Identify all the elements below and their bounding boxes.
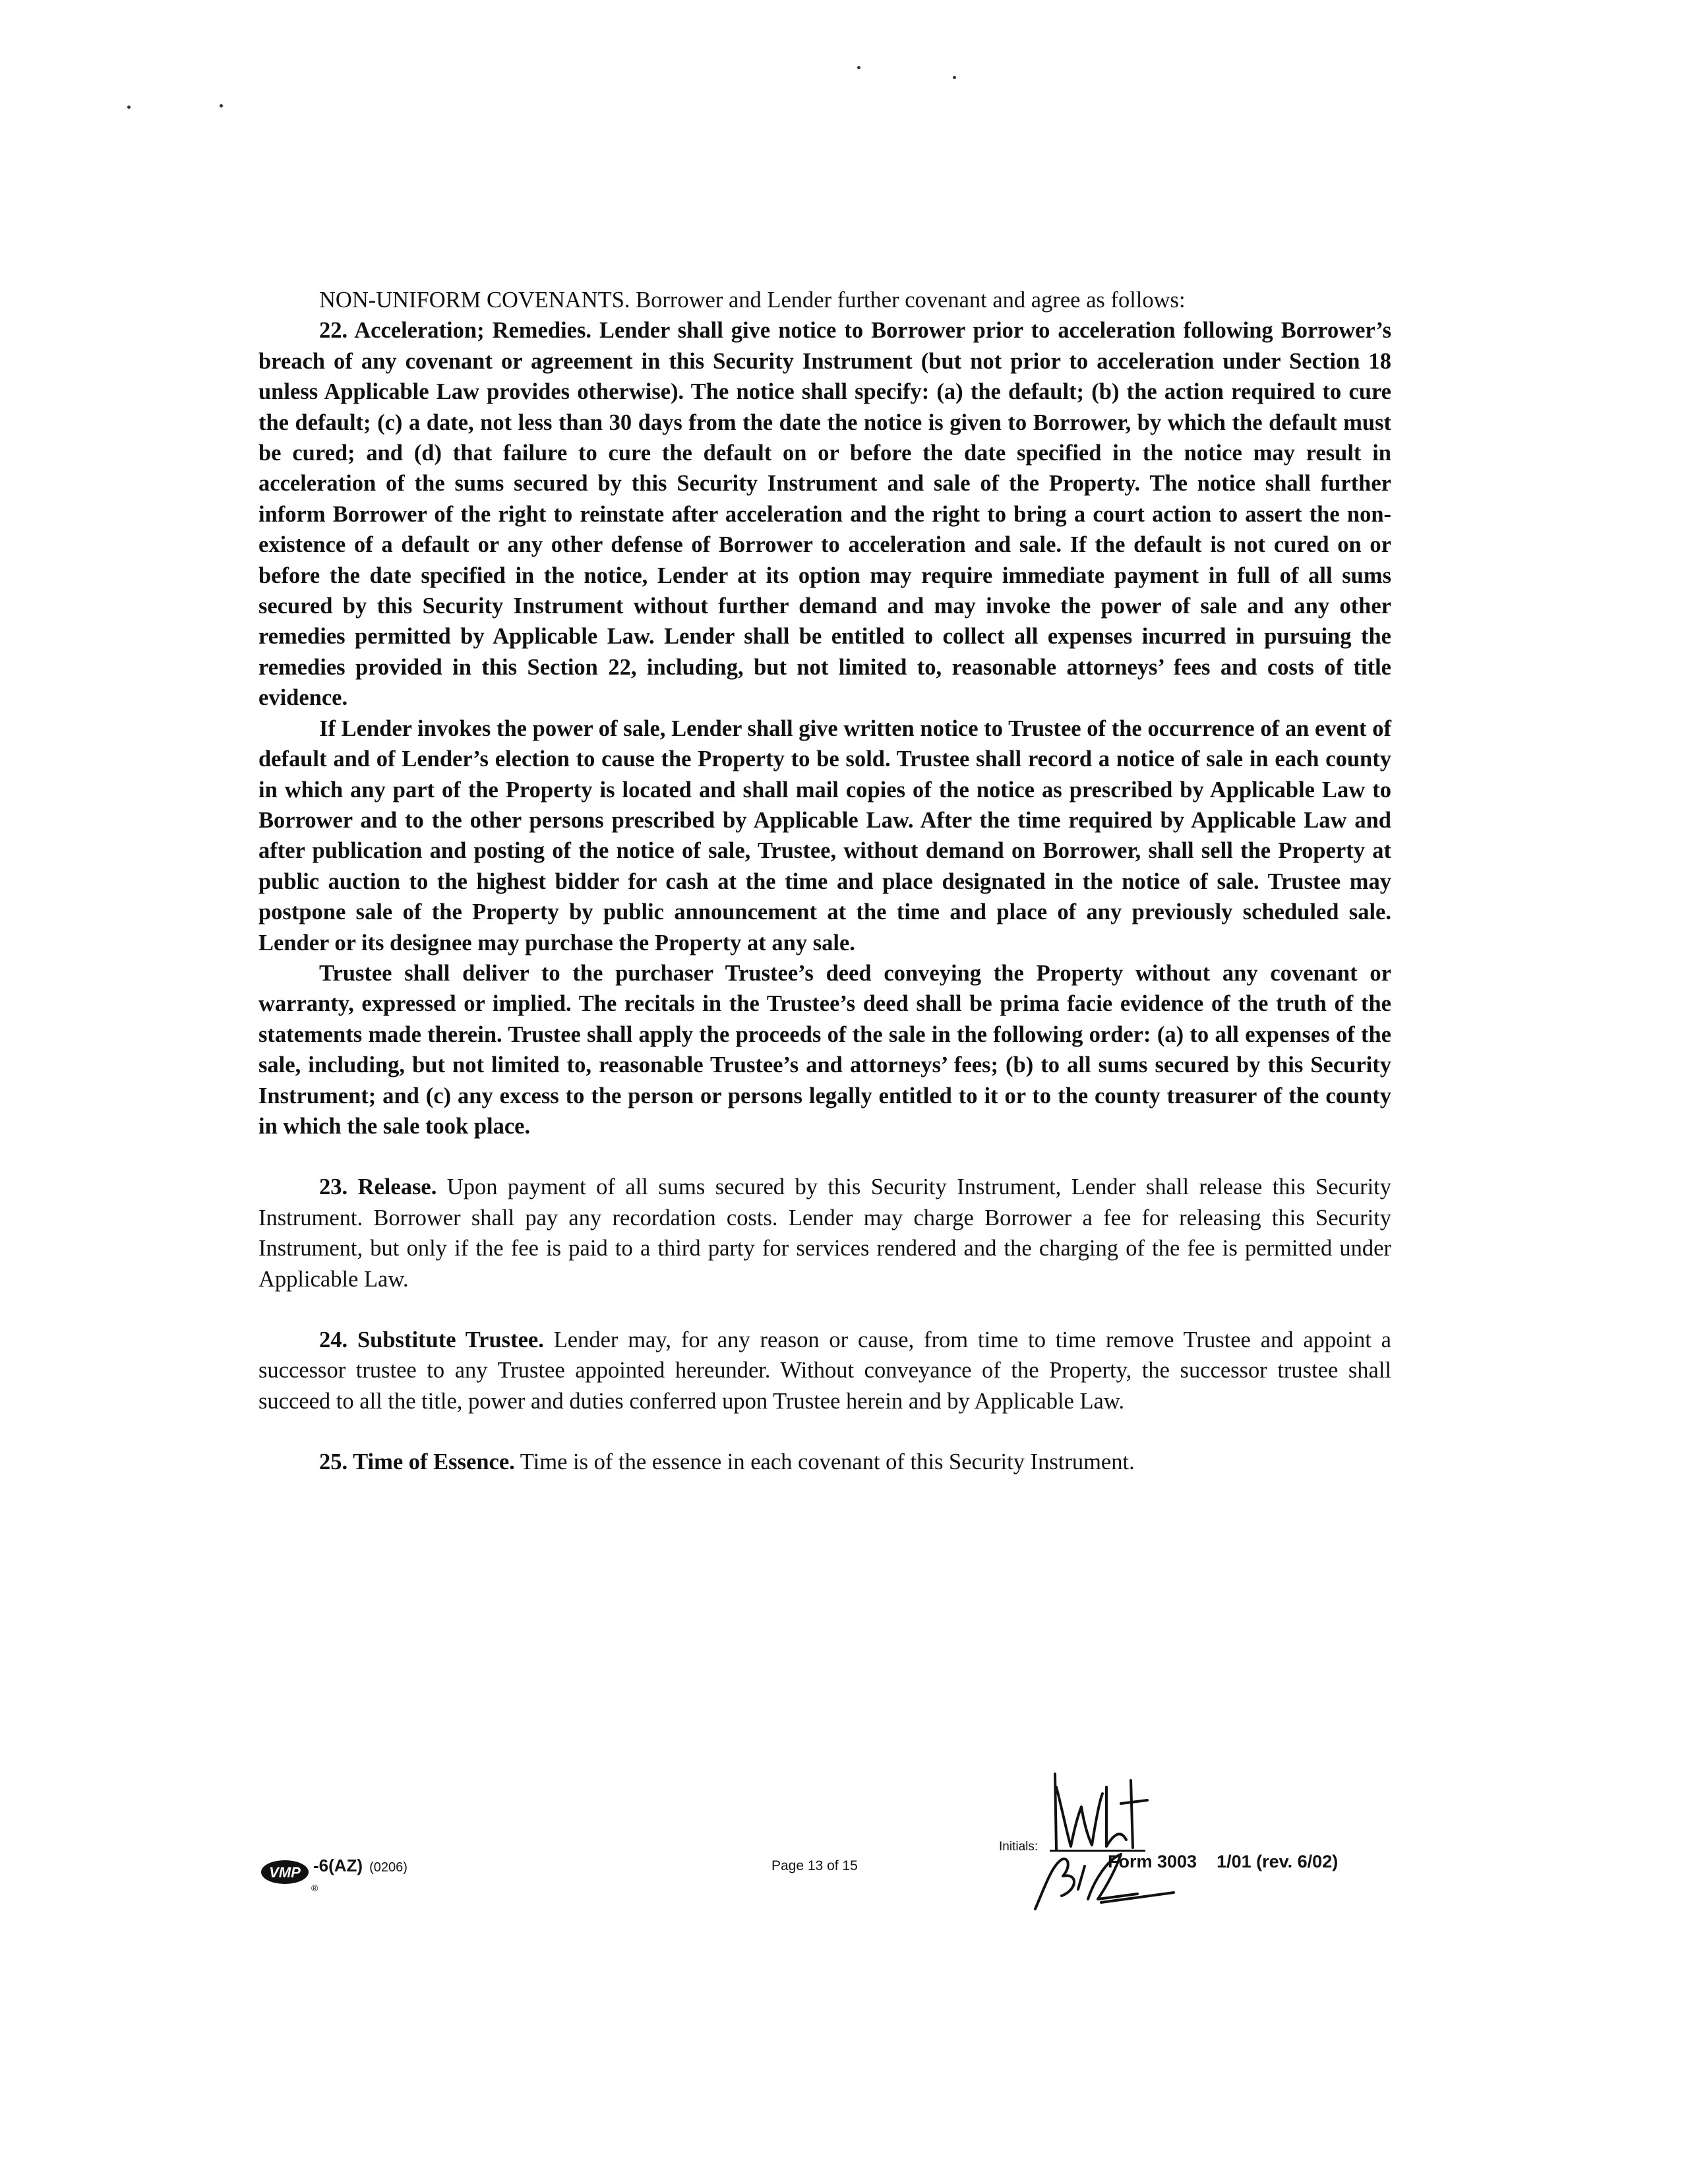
section-23-text: Upon payment of all sums secured by this Security Instrument, Lender shall release this Security Instrument. Borrower shall pay any recordation costs. Lender may charge Borrower a fee for releasing this Security Instrument, but only if the fee is paid to a third party for services rendered and the charging of the fee is permitted under Applicable Law. bbox=[258, 1174, 1392, 1292]
section-22-text-2: If Lender invokes the power of sale, Lender shall give written notice to Trustee of the occurrence of an event of default and of Lender’s election to cause the Property to be sold. Trustee shall record a notice of sale in each county in which any part of the Property is located and shall mail copies of the notice as prescribed by Applicable Law to Borrower and to the other persons prescribed by Applicable Law. After the time required by Applicable Law and after publication and posting of the notice of sale, Trustee, without demand on Borrower, shall sell the Property at public auction to the highest bidder for cash at the time and place designated in the notice of sale. Trustee may postpone sale of the Property by public announcement at the time and place of any previously scheduled sale. Lender or its designee may purchase the Property at any sale. bbox=[258, 715, 1391, 956]
section-22-text-1: Lender shall give notice to Borrower prior to acceleration following Borrower’s breach of any covenant or agreement in this Security Instrument (but not prior to acceleration under Section 18 unless Applicable Law provides otherwise). The notice shall specify: (a) the default; (b) the action required to cure the default; (c) a date, not less than 30 days from the date the notice is given to Borrower, by which the default must be cured; and (d) that failure to cure the default on or before the date specified in the notice may result in acceleration of the sums secured by this Security Instrument and sale of the Property. The notice shall further inform Borrower of the right to reinstate after acceleration and the right to bring a court action to assert the non-existence of a default or any other defense of Borrower to acceleration and sale. If the default is not cured on or before the date specified in the notice, Lender at its option may require immediate payment in full of all sums secured by this Security Instrument without further demand and may invoke the power of sale and any other remedies permitted by Applicable Law. Lender shall be entitled to collect all expenses incurred in pursuing the remedies provided in this Section 22, including, but not limited to, reasonable attorneys’ fees and costs of title evidence. bbox=[258, 318, 1392, 711]
initials-label: Initials: bbox=[999, 1840, 1039, 1854]
form-code-small: (0206) bbox=[369, 1860, 407, 1875]
paragraph-gap bbox=[258, 1294, 1391, 1325]
section-24-text: Lender may, for any reason or cause, from time to time remove Trustee and appoint a successor trustee to any Trustee appointed hereunder. Without conveyance of the Property, the successor trustee shall succeed to all the title, power and duties conferred upon Trustee herein and by Applicable Law. bbox=[258, 1327, 1391, 1414]
section-22-heading: 22. Acceleration; Remedies. bbox=[319, 318, 591, 344]
form-code bbox=[313, 1856, 407, 1876]
paragraph-gap bbox=[258, 1416, 1391, 1447]
section-22-paragraph-3 bbox=[258, 958, 1391, 1141]
vmp-logo-icon bbox=[258, 1854, 318, 1894]
form-date: 1/01 (rev. 6/02) bbox=[1217, 1852, 1339, 1871]
section-22-paragraph-1 bbox=[258, 315, 1391, 713]
document-body bbox=[258, 285, 1391, 1478]
section-23-paragraph bbox=[258, 1172, 1391, 1294]
section-25-heading: 25. Time of Essence. bbox=[319, 1449, 515, 1475]
intro-text: NON-UNIFORM COVENANTS. Borrower and Lender further covenant and agree as follows: bbox=[319, 288, 1186, 313]
section-24-paragraph bbox=[258, 1325, 1391, 1416]
section-25-paragraph bbox=[258, 1447, 1391, 1477]
handwritten-initials bbox=[1015, 1767, 1187, 1919]
section-25-text: Time is of the essence in each covenant of this Security Instrument. bbox=[520, 1449, 1135, 1475]
form-code-main: -6(AZ) bbox=[313, 1856, 363, 1875]
section-23-heading: 23. Release. bbox=[319, 1174, 437, 1200]
svg-text:®: ® bbox=[311, 1883, 318, 1893]
scan-speck bbox=[220, 104, 223, 107]
form-number: Form 3003 bbox=[1108, 1852, 1197, 1871]
paragraph-gap bbox=[258, 1141, 1391, 1172]
scan-speck bbox=[953, 76, 956, 79]
scan-speck bbox=[857, 66, 860, 69]
intro-paragraph bbox=[258, 285, 1391, 315]
page-number: Page 13 of 15 bbox=[771, 1858, 858, 1873]
section-22-text-3: Trustee shall deliver to the purchaser Trustee’s deed conveying the Property without any covenant or warranty, expressed or implied. The recitals in the Trustee’s deed shall be prima facie evidence of the truth of the statements made therein. Trustee shall apply the proceeds of the sale in the following order: (a) to all expenses of the sale, including, but not limited to, reasonable Trustee’s and attorneys’ fees; (b) to all sums secured by this Security Instrument; and (c) any excess to the person or persons legally entitled to it or to the county treasurer of the county in which the sale took place. bbox=[258, 960, 1391, 1139]
form-info bbox=[1108, 1852, 1338, 1872]
vmp-logo-text: VMP bbox=[269, 1864, 301, 1881]
scan-speck bbox=[127, 106, 131, 109]
section-22-paragraph-2 bbox=[258, 713, 1391, 958]
section-24-heading: 24. Substitute Trustee. bbox=[319, 1327, 544, 1352]
